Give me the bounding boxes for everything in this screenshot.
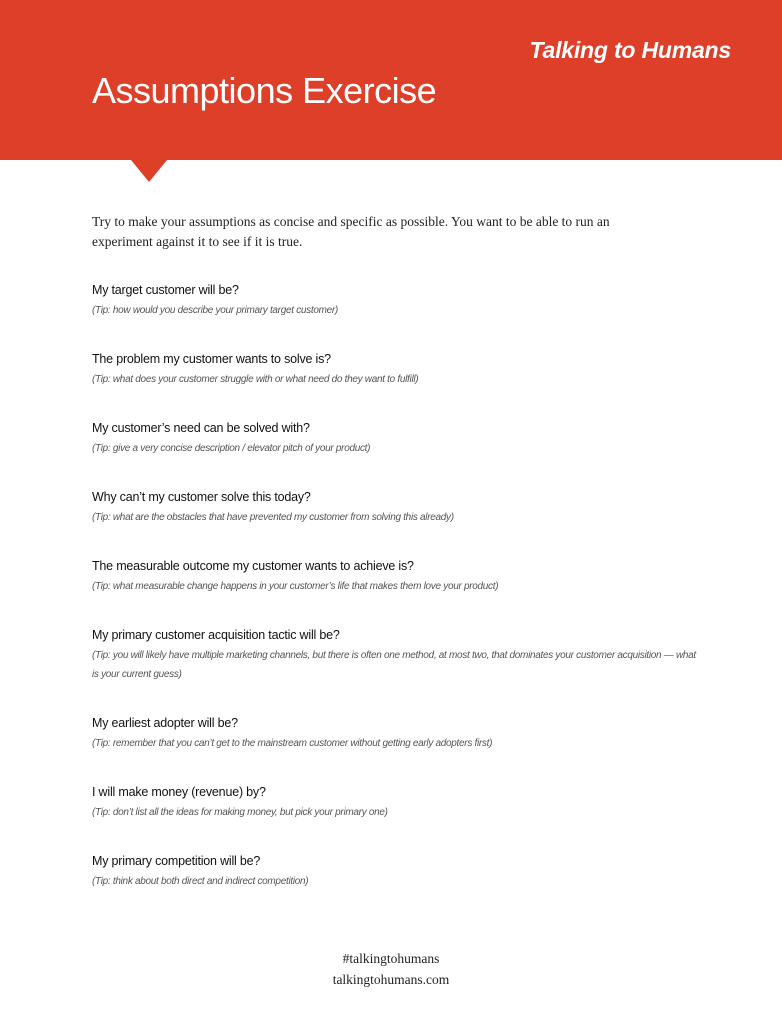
question-label: My earliest adopter will be? <box>92 716 238 730</box>
question-tip: (Tip: think about both direct and indirect competition) <box>92 876 309 887</box>
question-item <box>92 715 702 753</box>
question-label: The problem my customer wants to solve is? <box>92 352 331 366</box>
brand-name: Talking to Humans <box>529 37 731 63</box>
intro-text: Try to make your assumptions as concise and specific as possible. You want to be able to run an experiment against it to see if it is true. <box>92 214 610 249</box>
question-label: My primary competition will be? <box>92 854 261 868</box>
question-tip: (Tip: how would you describe your primary target customer) <box>92 305 338 316</box>
page-title: Assumptions Exercise <box>92 70 437 111</box>
question-label: My primary customer acquisition tactic will be? <box>92 628 340 642</box>
question-tip: (Tip: you will likely have multiple marketing channels, but there is often one method, at most two, that dominates your customer acquisition — what is your current guess) <box>92 650 696 680</box>
question-item <box>92 282 702 320</box>
question-tip: (Tip: what does your customer struggle with or what need do they want to fulfill) <box>92 374 419 385</box>
question-item <box>92 351 702 389</box>
question-item <box>92 420 702 458</box>
header-band <box>0 0 782 160</box>
question-tip: (Tip: what are the obstacles that have prevented my customer from solving this already) <box>92 512 454 523</box>
header-pointer <box>131 160 167 182</box>
question-item <box>92 853 702 891</box>
footer-website: talkingtohumans.com <box>332 972 450 987</box>
question-label: Why can’t my customer solve this today? <box>92 490 311 504</box>
question-tip: (Tip: remember that you can’t get to the mainstream customer without getting early adopters first) <box>92 738 493 749</box>
question-item <box>92 558 702 596</box>
footer-hashtag: #talkingtohumans <box>342 951 440 966</box>
question-item <box>92 784 702 822</box>
question-label: I will make money (revenue) by? <box>92 785 266 799</box>
question-tip: (Tip: don’t list all the ideas for making money, but pick your primary one) <box>92 807 388 818</box>
question-label: The measurable outcome my customer wants to achieve is? <box>92 559 414 573</box>
question-item <box>92 627 702 684</box>
question-label: My customer’s need can be solved with? <box>92 421 310 435</box>
question-label: My target customer will be? <box>92 283 239 297</box>
question-tip: (Tip: give a very concise description / elevator pitch of your product) <box>92 443 371 454</box>
question-tip: (Tip: what measurable change happens in your customer’s life that makes them love your product) <box>92 581 499 592</box>
question-item <box>92 489 702 527</box>
